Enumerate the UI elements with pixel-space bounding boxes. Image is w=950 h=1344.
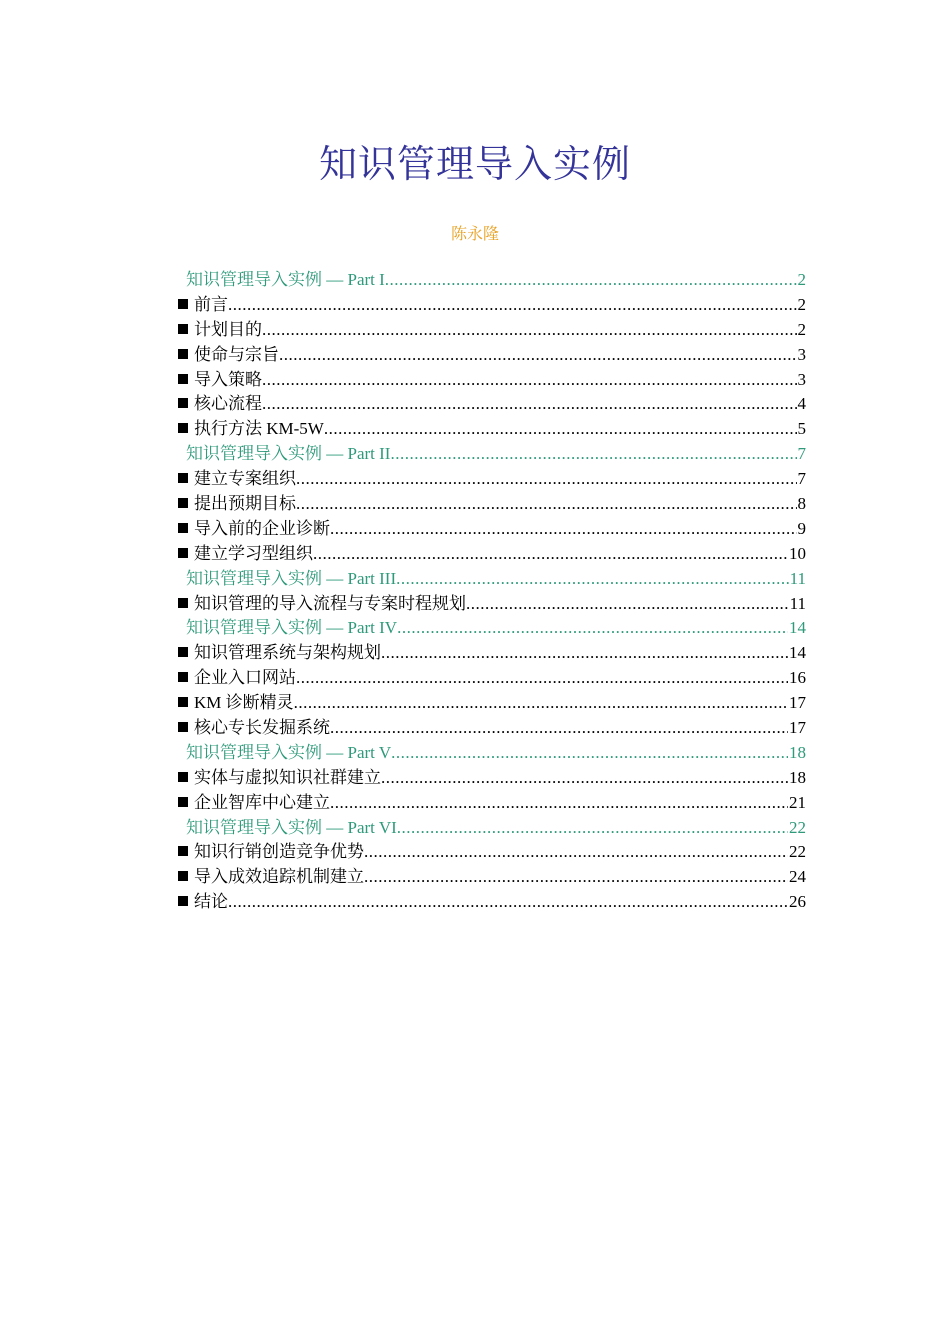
toc-entry-label: 知识管理导入实例 — Part III: [186, 568, 397, 588]
toc-page-number: 7: [797, 469, 806, 489]
toc-page-number: 2: [797, 294, 806, 314]
dot-leader: [397, 816, 788, 841]
toc-page-number: 26: [789, 892, 806, 912]
dot-leader: [391, 741, 788, 766]
toc-page-number: 8: [797, 494, 806, 514]
square-bullet-icon: [178, 896, 188, 906]
toc-entry[interactable]: [177, 666, 806, 691]
square-bullet-icon: [178, 349, 188, 359]
toc-entry[interactable]: [177, 716, 806, 741]
dot-leader: [390, 442, 796, 467]
dot-leader: [296, 492, 797, 517]
square-bullet-icon: [178, 423, 188, 433]
toc-entry[interactable]: [177, 641, 806, 666]
toc-entry-label: 企业智库中心建立: [194, 792, 330, 812]
toc-part-heading[interactable]: [177, 442, 806, 467]
toc-entry-label: 核心专长发掘系统: [194, 718, 330, 738]
toc-entry-label: 实体与虚拟知识社群建立: [194, 767, 381, 787]
square-bullet-icon: [178, 846, 188, 856]
toc-entry[interactable]: [177, 865, 806, 890]
toc-page-number: 22: [789, 817, 806, 837]
toc-entry-label: 建立学习型组织: [194, 543, 313, 563]
toc-part-heading[interactable]: [177, 268, 806, 293]
table-of-contents: [177, 268, 806, 915]
toc-entry-label: 知识管理导入实例 — Part VI: [186, 817, 397, 837]
toc-page-number: 11: [789, 593, 806, 613]
square-bullet-icon: [178, 797, 188, 807]
toc-entry-label: 导入前的企业诊断: [194, 518, 330, 538]
square-bullet-icon: [178, 548, 188, 558]
toc-page-number: 3: [797, 344, 806, 364]
dot-leader: [262, 392, 797, 417]
dot-leader: [330, 791, 788, 816]
square-bullet-icon: [178, 647, 188, 657]
toc-entry-label: 导入成效追踪机制建立: [194, 867, 364, 887]
square-bullet-icon: [178, 498, 188, 508]
toc-page-number: 17: [789, 693, 806, 713]
toc-page-number: 18: [789, 742, 806, 762]
toc-entry[interactable]: [177, 293, 806, 318]
dot-leader: [324, 417, 797, 442]
square-bullet-icon: [178, 598, 188, 608]
toc-entry-label: 导入策略: [194, 369, 262, 389]
toc-entry[interactable]: [177, 343, 806, 368]
dot-leader: [228, 890, 788, 915]
dot-leader: [262, 318, 797, 343]
document-author: 陈永隆: [450, 226, 499, 243]
dot-leader: [294, 691, 788, 716]
toc-entry[interactable]: [177, 691, 806, 716]
toc-entry-label: 执行方法 KM-5W: [194, 419, 324, 439]
toc-page-number: 14: [789, 618, 806, 638]
toc-entry[interactable]: [177, 840, 806, 865]
toc-page-number: 2: [797, 270, 806, 289]
toc-page-number: 11: [789, 568, 806, 588]
square-bullet-icon: [178, 299, 188, 309]
toc-part-heading[interactable]: [177, 616, 806, 641]
dot-leader: [296, 666, 788, 691]
dot-leader: [397, 616, 788, 641]
toc-entry[interactable]: [177, 890, 806, 915]
toc-part-heading[interactable]: [177, 567, 806, 592]
toc-page-number: 16: [789, 668, 806, 688]
square-bullet-icon: [178, 697, 188, 707]
toc-entry-label: 知识管理导入实例 — Part II: [186, 444, 391, 464]
dot-leader: [364, 865, 788, 890]
toc-entry[interactable]: [177, 368, 806, 393]
toc-entry[interactable]: [177, 318, 806, 343]
dot-leader: [385, 268, 797, 293]
square-bullet-icon: [178, 324, 188, 334]
dot-leader: [381, 641, 788, 666]
toc-page-number: 21: [789, 792, 806, 812]
dot-leader: [381, 766, 788, 791]
toc-page-number: 3: [797, 369, 806, 389]
dot-leader: [364, 840, 788, 865]
toc-entry[interactable]: [177, 542, 806, 567]
toc-page-number: 4: [797, 394, 806, 414]
dot-leader: [396, 567, 789, 592]
toc-entry-label: 计划目的: [194, 319, 262, 339]
dot-leader: [330, 517, 797, 542]
square-bullet-icon: [178, 722, 188, 732]
toc-part-heading[interactable]: [177, 816, 806, 841]
toc-entry-label: 知识管理导入实例 — Part I: [186, 270, 385, 289]
dot-leader: [228, 293, 797, 318]
toc-entry-label: 知识管理导入实例 — Part IV: [186, 618, 398, 638]
square-bullet-icon: [178, 672, 188, 682]
toc-entry-label: 知识行销创造竞争优势: [194, 842, 364, 862]
toc-entry[interactable]: [177, 392, 806, 417]
toc-entry-label: KM 诊断精灵: [194, 693, 294, 713]
toc-entry-label: 结论: [194, 892, 228, 912]
dot-leader: [279, 343, 797, 368]
square-bullet-icon: [178, 871, 188, 881]
toc-page-number: 5: [797, 419, 806, 439]
square-bullet-icon: [178, 374, 188, 384]
toc-page-number: 18: [789, 767, 806, 787]
toc-page-number: 9: [797, 518, 806, 538]
toc-entry[interactable]: [177, 791, 806, 816]
toc-entry-label: 知识管理导入实例 — Part V: [186, 742, 392, 762]
toc-entry-label: 核心流程: [194, 394, 262, 414]
toc-entry[interactable]: [177, 492, 806, 517]
toc-entry[interactable]: [177, 517, 806, 542]
square-bullet-icon: [178, 772, 188, 782]
toc-page-number: 10: [789, 543, 806, 563]
toc-entry[interactable]: [177, 766, 806, 791]
toc-entry-label: 提出预期目标: [194, 494, 296, 514]
toc-entry-label: 使命与宗旨: [194, 344, 279, 364]
dot-leader: [262, 368, 797, 393]
toc-page-number: 24: [789, 867, 806, 887]
toc-page-number: 17: [789, 718, 806, 738]
square-bullet-icon: [178, 473, 188, 483]
toc-entry-label: 前言: [194, 294, 228, 314]
toc-page-number: 22: [789, 842, 806, 862]
toc-entry-label: 建立专案组织: [194, 469, 296, 489]
square-bullet-icon: [178, 523, 188, 533]
toc-part-heading[interactable]: [177, 741, 806, 766]
toc-page-number: 2: [797, 319, 806, 339]
toc-entry-label: 企业入口网站: [194, 668, 296, 688]
toc-entry-label: 知识管理的导入流程与专案时程规划: [194, 593, 466, 613]
toc-page-number: 7: [797, 444, 806, 464]
toc-entry[interactable]: [177, 417, 806, 442]
document-title: 知识管理导入实例: [318, 144, 631, 186]
toc-entry[interactable]: [177, 467, 806, 492]
toc-entry-label: 知识管理系统与架构规划: [194, 643, 381, 663]
toc-page-number: 14: [789, 643, 806, 663]
dot-leader: [313, 542, 788, 567]
dot-leader: [330, 716, 788, 741]
square-bullet-icon: [178, 398, 188, 408]
toc-entry[interactable]: [177, 592, 806, 617]
dot-leader: [296, 467, 797, 492]
dot-leader: [466, 592, 789, 617]
